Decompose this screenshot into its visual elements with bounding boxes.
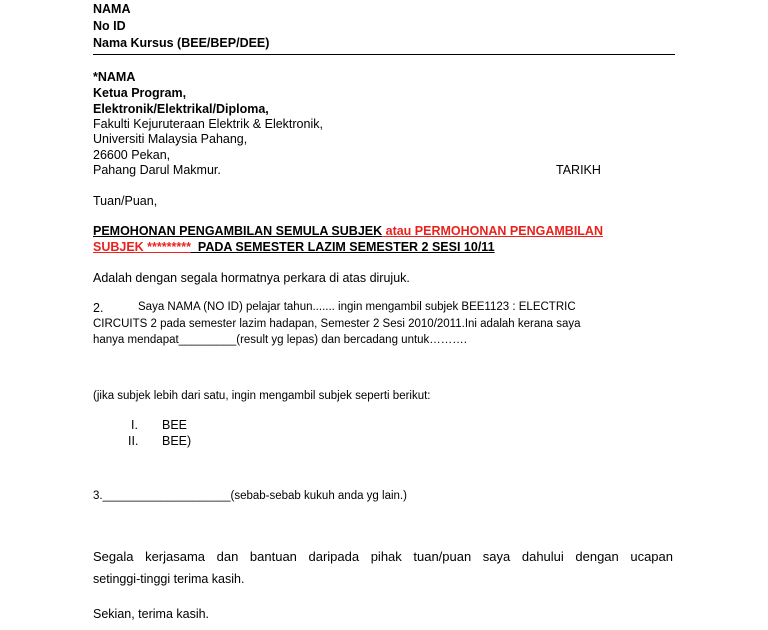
recipient-name: *NAMA	[93, 70, 136, 84]
subject-line-2	[93, 240, 495, 254]
salutation: Tuan/Puan,	[93, 194, 158, 208]
recipient-faculty: Fakulti Kejuruteraan Elektrik & Elektronik,	[93, 117, 323, 131]
para2-line-2: CIRCUITS 2 pada semester lazim hadapan, Semester 2 Sesi 2010/2011.Ini adalah kerana saya	[93, 318, 581, 330]
list-item-2-text: BEE)	[162, 434, 192, 448]
header-no-id: No ID	[93, 19, 126, 33]
subject-part-2: atau PERMOHONAN PENGAMBILAN	[382, 224, 603, 238]
subject-list-note: (jika subjek lebih dari satu, ingin mengambil subjek seperti berikut:	[93, 390, 431, 402]
intro-paragraph: Adalah dengan segala hormatnya perkara di atas dirujuk.	[93, 271, 410, 285]
subject-part-3: SUBJEK *********	[93, 240, 191, 254]
para2-line-3: hanya mendapat_________(result yg lepas) dan bercadang untuk……….	[93, 334, 467, 346]
date-label: TARIKH	[556, 163, 601, 177]
header-nama: NAMA	[93, 2, 131, 16]
para2-line-1: Saya NAMA (NO ID) pelajar tahun....... ingin mengambil subjek BEE1123 : ELECTRIC	[138, 301, 576, 313]
subject-line-1	[93, 224, 603, 238]
list-item-1-text: BEE	[162, 418, 188, 432]
para3: 3.____________________(sebab-sebab kukuh anda yg lain.)	[93, 490, 407, 502]
signoff: Sekian, terima kasih.	[93, 607, 210, 621]
recipient-university: Universiti Malaysia Pahang,	[93, 132, 248, 146]
closing-line-1: Segala kerjasama dan bantuan daripada pihak tuan/puan saya dahului dengan ucapan	[93, 549, 673, 564]
header-divider	[93, 54, 675, 55]
closing-line-2: setinggi-tinggi terima kasih.	[93, 572, 245, 586]
list-item-2-number: II.	[128, 434, 139, 448]
list-item-1-number: I.	[131, 418, 138, 432]
subject-part-4: PADA SEMESTER LAZIM SEMESTER 2 SESI 10/11	[190, 240, 495, 254]
header-nama-kursus: Nama Kursus (BEE/BEP/DEE)	[93, 36, 270, 50]
para2-number: 2.	[93, 301, 104, 315]
recipient-title: Ketua Program,	[93, 86, 187, 100]
recipient-program: Elektronik/Elektrikal/Diploma,	[93, 102, 269, 116]
recipient-state: Pahang Darul Makmur.	[93, 163, 221, 177]
recipient-postcode: 26600 Pekan,	[93, 148, 171, 162]
subject-part-1: PEMOHONAN PENGAMBILAN SEMULA SUBJEK	[93, 224, 383, 238]
